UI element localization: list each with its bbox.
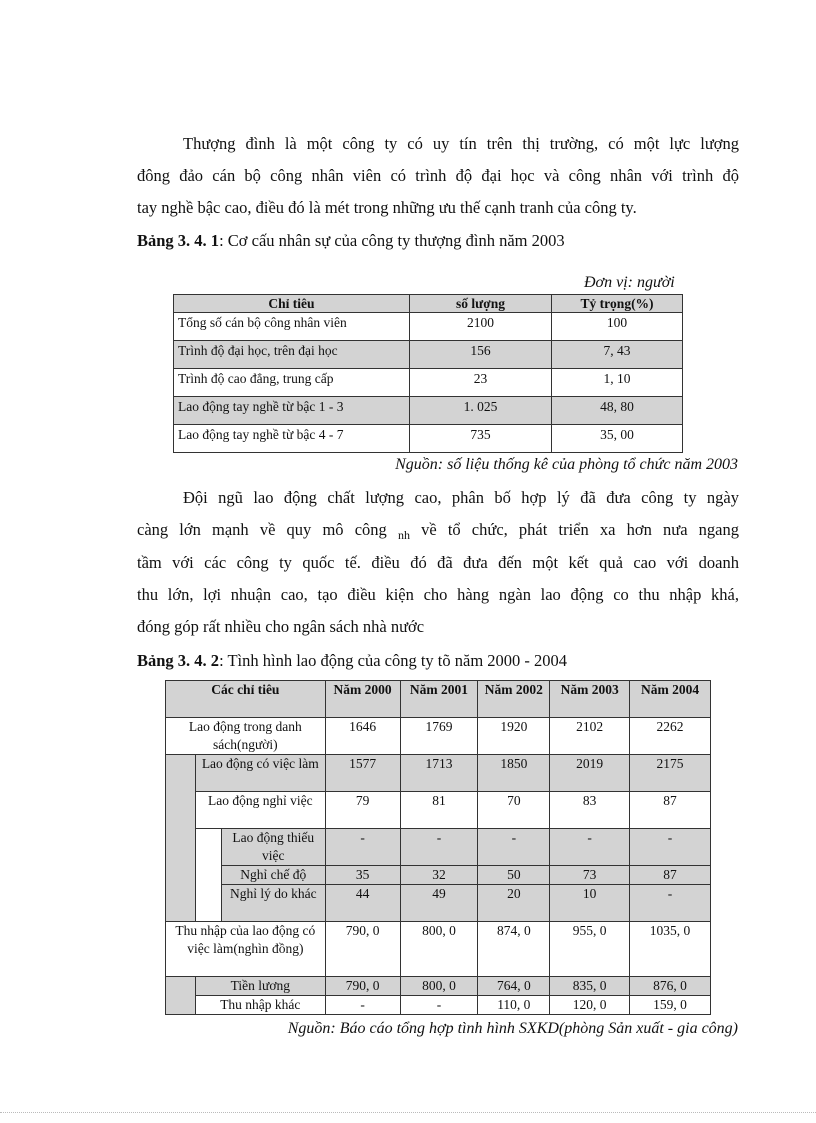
table2-year-header: Năm 2002 [478,681,550,718]
table-cell: 874, 0 [478,922,550,977]
table-cell: 2100 [410,313,552,341]
table-cell: 50 [478,866,550,885]
table-cell: - [630,829,711,866]
table1-source: Nguồn: số liệu thống kê của phòng tổ chức năm 2003 [395,456,738,473]
intro-paragraph [137,128,739,224]
table-row [166,922,711,977]
table2-caption-text: : Tình hình lao động của công ty tõ năm 2000 - 2004 [219,651,568,670]
page-bottom-rule [0,1112,816,1113]
indent-cell [166,977,196,1015]
table-row [166,718,711,755]
table-cell: 110, 0 [478,996,550,1015]
row-label: Thu nhập khác [195,996,325,1015]
table2-header: Các chỉ tiêu [166,681,326,718]
table-cell: 87 [630,866,711,885]
para1-line1: Thượng đình là một công ty có uy tín trên thị trường, có một lực lượng [183,134,739,153]
table-cell: 20 [478,885,550,922]
table1-label: Bảng 3. 4. 1 [137,231,220,250]
table-cell: 764, 0 [478,977,550,996]
row-label: Tiền lương [195,977,325,996]
table-cell: 2262 [630,718,711,755]
table2-label: Bảng 3. 4. 2 [137,651,220,670]
row-label: Lao động thiếu việc [221,829,325,866]
table-cell: 2102 [550,718,630,755]
table-cell: Lao động tay nghề từ bậc 4 - 7 [174,425,410,453]
table-cell: 800, 0 [400,922,478,977]
para2-line1: Đội ngũ lao động chất lượng cao, phân bố hợp lý đã đưa công ty ngày [183,488,739,507]
para2-line3: tầm với các công ty quốc tế. điều đó đã đưa đến một kết quả cao với doanh [137,553,739,572]
table-cell: - [325,996,400,1015]
table2-source: Nguồn: Báo cáo tổng hợp tình hình SXKD(phòng Sản xuất - gia công) [287,1020,738,1037]
row-label: Lao động trong danh sách(người) [166,718,326,755]
table-cell: 835, 0 [550,977,630,996]
table-cell: 87 [630,792,711,829]
table-row [174,369,683,397]
table-cell: Tổng số cán bộ công nhân viên [174,313,410,341]
table-cell: 1577 [325,755,400,792]
table2-year-header: Năm 2004 [630,681,711,718]
table-cell: 1, 10 [552,369,683,397]
table-cell: Trình độ đại học, trên đại học [174,341,410,369]
indent-cell [166,755,196,922]
table-cell: - [325,829,400,866]
row-label: Nghỉ chế độ [221,866,325,885]
table1-caption [137,230,565,252]
table1-caption-text: : Cơ cấu nhân sự của công ty thượng đình năm 2003 [219,231,565,250]
table-cell: 100 [552,313,683,341]
body-paragraph [137,482,739,643]
table-row [166,996,711,1015]
table2-header-row [166,681,711,718]
para2-line2 [137,514,739,547]
table-cell: 70 [478,792,550,829]
table-cell: 1850 [478,755,550,792]
table-cell: 10 [550,885,630,922]
table-cell: 156 [410,341,552,369]
table2-year-header: Năm 2001 [400,681,478,718]
table-cell: 1646 [325,718,400,755]
table2 [165,680,711,1015]
para2-line5: đóng góp rất nhiều cho ngân sách nhà nước [137,617,425,636]
table-cell: 32 [400,866,478,885]
table-cell: 83 [550,792,630,829]
table-row [166,866,711,885]
table-row [166,885,711,922]
table-row [174,313,683,341]
table1-header: số lượng [410,295,552,313]
table2-caption [137,650,567,672]
table-cell: 790, 0 [325,922,400,977]
table-cell: Lao động tay nghề từ bậc 1 - 3 [174,397,410,425]
table1-header: Tỷ trọng(%) [552,295,683,313]
table-cell: 120, 0 [550,996,630,1015]
table-cell: 876, 0 [630,977,711,996]
table-cell: 1920 [478,718,550,755]
table-cell: 1035, 0 [630,922,711,977]
table-cell: 800, 0 [400,977,478,996]
table-cell: 1769 [400,718,478,755]
table-cell: - [478,829,550,866]
row-label: Lao động có việc làm [195,755,325,792]
table-row [174,397,683,425]
table-cell: 955, 0 [550,922,630,977]
table-cell: 735 [410,425,552,453]
table-cell: 2019 [550,755,630,792]
table1-unit: Đơn vị: người [584,274,675,291]
table-cell: 1. 025 [410,397,552,425]
table1-header: Chỉ tiêu [174,295,410,313]
table-row [174,341,683,369]
table-row [166,829,711,866]
row-label: Thu nhập của lao động có việc làm(nghìn đồng) [166,922,326,977]
table-cell: 2175 [630,755,711,792]
para1-line3: tay nghề bậc cao, điều đó là mét trong những ưu thế cạnh tranh của công ty. [137,198,637,217]
para2-line4: thu lớn, lợi nhuận cao, tạo điều kiện cho hàng ngàn lao động co thu nhập khá, [137,585,739,604]
table-cell: 1713 [400,755,478,792]
row-label: Lao động nghỉ việc [195,792,325,829]
table-cell: 23 [410,369,552,397]
table-row [166,977,711,996]
table-cell: 790, 0 [325,977,400,996]
table1-header-row [174,295,683,313]
table-row [166,755,711,792]
table-cell: 35 [325,866,400,885]
table-cell: 35, 00 [552,425,683,453]
table2-year-header: Năm 2000 [325,681,400,718]
table-cell: - [630,885,711,922]
table-cell: 159, 0 [630,996,711,1015]
table-cell: - [400,829,478,866]
table-cell: 79 [325,792,400,829]
table-cell: 49 [400,885,478,922]
indent-cell [195,829,221,922]
table-row [174,425,683,453]
table-cell: - [400,996,478,1015]
para2-line2b: về tổ chức, phát triển xa hơn nưa ngang [421,520,739,539]
row-label: Nghỉ lý do khác [221,885,325,922]
table-cell: 73 [550,866,630,885]
table-cell: Trình độ cao đẳng, trung cấp [174,369,410,397]
table-row [166,792,711,829]
para2-line2-sub: nh [397,528,410,542]
table-cell: 7, 43 [552,341,683,369]
table-cell: 81 [400,792,478,829]
para1-line2: đông đảo cán bộ công nhân viên có trình độ đại học và công nhân với trình độ [137,166,739,185]
para2-line2a: càng lớn mạnh về quy mô công [137,520,387,539]
table-cell: - [550,829,630,866]
table-cell: 44 [325,885,400,922]
table1 [173,294,683,453]
table2-year-header: Năm 2003 [550,681,630,718]
table-cell: 48, 80 [552,397,683,425]
